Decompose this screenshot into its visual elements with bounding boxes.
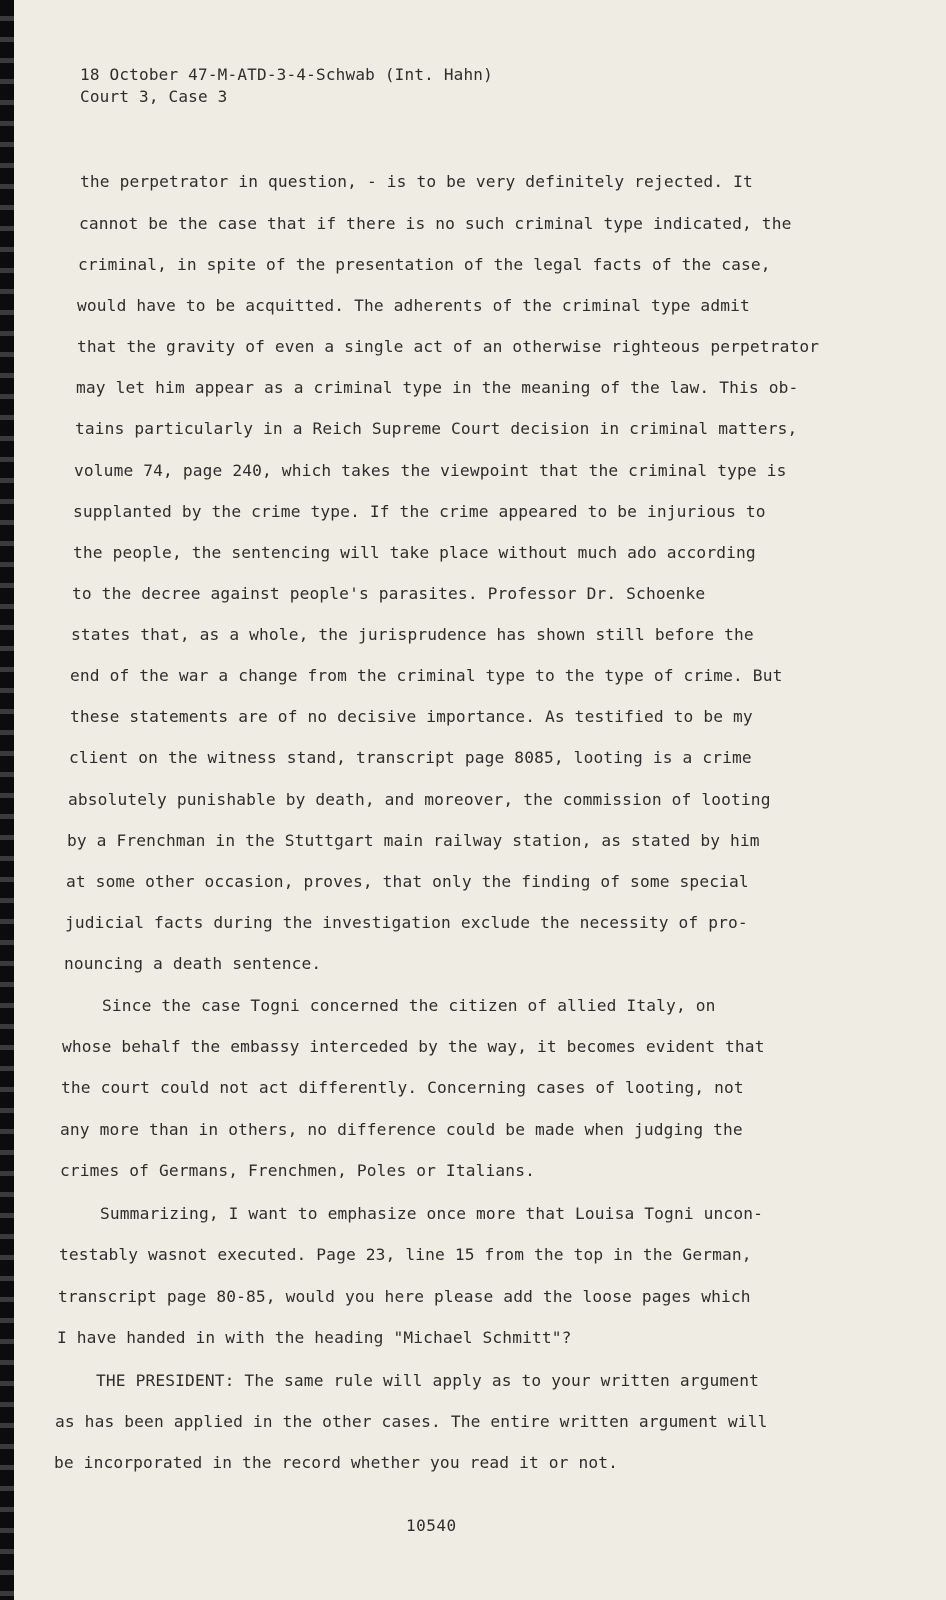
- text-line: Since the case Togni concerned the citizen of allied Italy, on: [102, 996, 716, 1015]
- text-line: cannot be the case that if there is no such criminal type indicated, the: [79, 214, 792, 233]
- text-line: Summarizing, I want to emphasize once more that Louisa Togni uncon-: [100, 1204, 764, 1223]
- text-line: nouncing a death sentence.: [64, 954, 322, 973]
- text-line: may let him appear as a criminal type in the meaning of the law. This ob-: [76, 378, 799, 397]
- binding-edge: [0, 0, 14, 1600]
- text-line: crimes of Germans, Frenchmen, Poles or Italians.: [60, 1161, 535, 1180]
- text-line: to the decree against people's parasites. Professor Dr. Schoenke: [72, 584, 706, 603]
- text-line: criminal, in spite of the presentation of the legal facts of the case,: [78, 255, 771, 274]
- text-line: transcript page 80-85, would you here please add the loose pages which: [58, 1287, 751, 1306]
- text-line: THE PRESIDENT: The same rule will apply as to your written argument: [96, 1371, 760, 1390]
- text-line: any more than in others, no difference could be made when judging the: [60, 1120, 743, 1139]
- document-page: [14, 0, 946, 1600]
- text-line: that the gravity of even a single act of an otherwise righteous perpetrator: [77, 337, 820, 356]
- text-line: absolutely punishable by death, and moreover, the commission of looting: [68, 790, 771, 809]
- text-line: end of the war a change from the criminal type to the type of crime. But: [70, 666, 783, 685]
- text-line: the perpetrator in question, - is to be very definitely rejected. It: [80, 172, 753, 191]
- text-line: volume 74, page 240, which takes the viewpoint that the criminal type is: [74, 461, 787, 480]
- text-line: whose behalf the embassy interceded by the way, it becomes evident that: [62, 1037, 765, 1056]
- text-line: these statements are of no decisive importance. As testified to be my: [70, 707, 753, 726]
- page-number: 10540: [406, 1516, 457, 1535]
- text-line: would have to be acquitted. The adherents of the criminal type admit: [77, 296, 750, 315]
- text-line: client on the witness stand, transcript page 8085, looting is a crime: [69, 748, 752, 767]
- text-line: I have handed in with the heading "Michael Schmitt"?: [57, 1328, 572, 1347]
- text-line: by a Frenchman in the Stuttgart main railway station, as stated by him: [67, 831, 760, 850]
- text-line: the people, the sentencing will take place without much ado according: [73, 543, 756, 562]
- text-line: testably wasnot executed. Page 23, line 15 from the top in the German,: [59, 1245, 752, 1264]
- text-line: tains particularly in a Reich Supreme Court decision in criminal matters,: [75, 419, 798, 438]
- text-line: at some other occasion, proves, that only the finding of some special: [66, 872, 749, 891]
- text-line: supplanted by the crime type. If the crime appeared to be injurious to: [73, 502, 766, 521]
- text-line: states that, as a whole, the jurisprudence has shown still before the: [71, 625, 754, 644]
- text-line: be incorporated in the record whether you read it or not.: [54, 1453, 619, 1472]
- header-date-reference: 18 October 47-M-ATD-3-4-Schwab (Int. Hahn): [80, 65, 493, 84]
- header-court-case: Court 3, Case 3: [80, 87, 228, 106]
- text-line: judicial facts during the investigation exclude the necessity of pro-: [65, 913, 748, 932]
- text-line: as has been applied in the other cases. The entire written argument will: [55, 1412, 768, 1431]
- text-line: the court could not act differently. Concerning cases of looting, not: [61, 1078, 744, 1097]
- document-body: [14, 0, 946, 1600]
